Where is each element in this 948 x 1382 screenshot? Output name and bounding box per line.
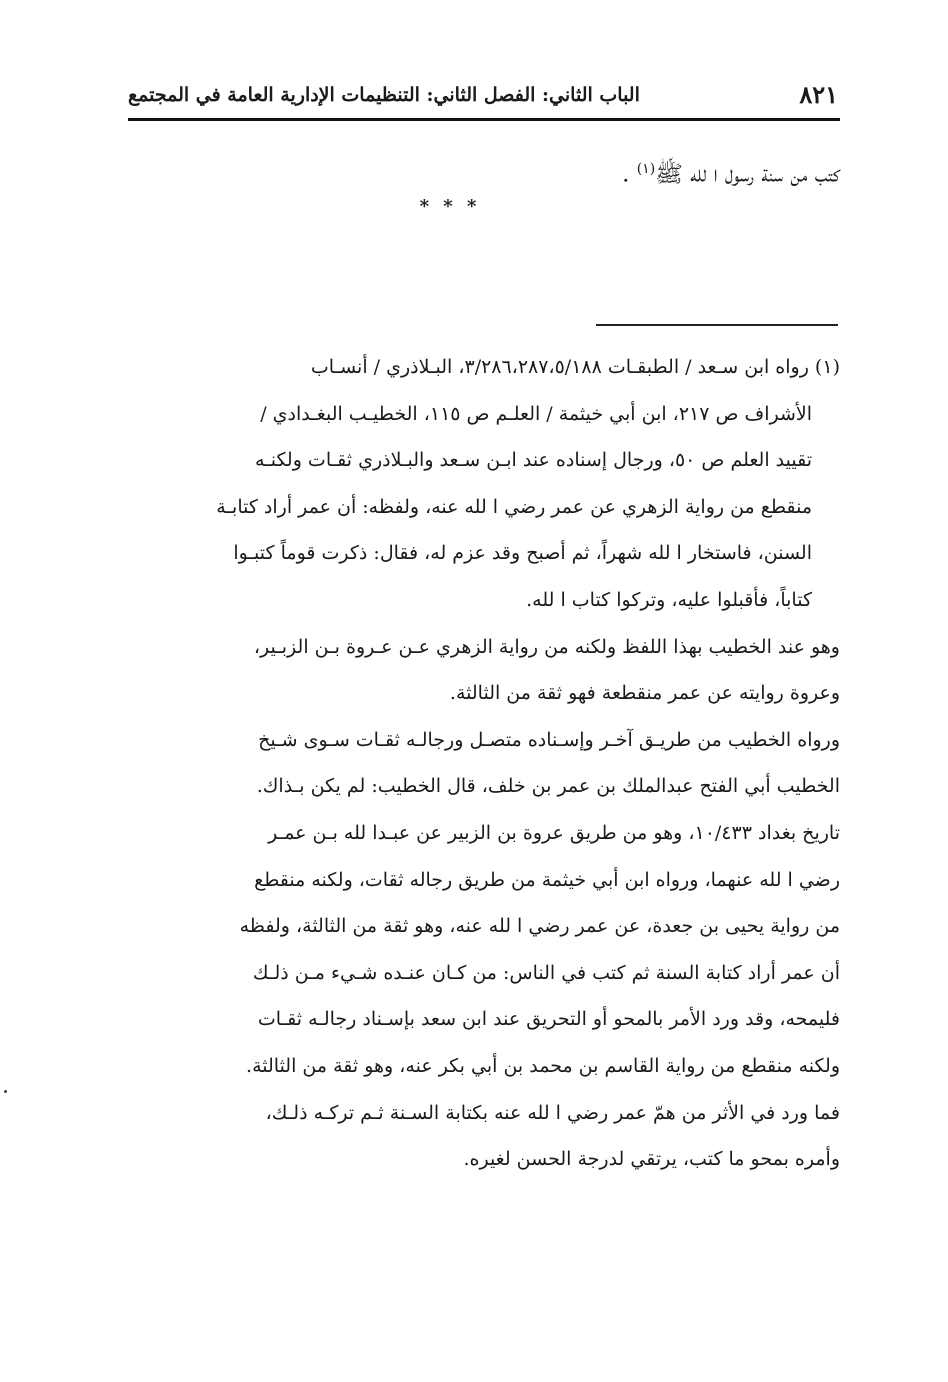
footnote-line: الخطيب أبي الفتح عبدالملك بن عمر بن خلف، قال الخطيب: لم يكن بـذاك. [256, 775, 840, 798]
main-text-line: كتب من سنة رسول ا لله ﷺ [655, 161, 840, 188]
scan-speck [4, 1090, 7, 1093]
footnote-line: منقطع من رواية الزهري عن عمر رضي ا لله عنه، ولفظه: أن عمر أراد كتابـة [216, 495, 812, 518]
footnote-line: ولكنه منقطع من رواية القاسم بن محمد بن أبي بكر عنه، وهو ثقة من الثالثة. [246, 1054, 840, 1077]
running-title: الباب الثاني: الفصل الثاني: التنظيمات الإدارية العامة في المجتمع [128, 84, 640, 106]
footnote-line: تاريخ بغداد ١٠/٤٣٣، وهو من طريق عروة بن الزبير عن عبـدا لله بـن عمـر [268, 821, 840, 844]
main-text [128, 148, 840, 196]
footnote-line: تقييد العلم ص ٥٠، ورجال إسناده عند ابـن سـعد والبـلاذري ثقـات ولكنـه [254, 449, 812, 472]
footnote-line: الأشراف ص ٢١٧، ابن أبي خيثمة / العلـم ص ١١٥، الخطيـب البغـدادي / [260, 402, 812, 425]
footnote-line: فما ورد في الأثر من همّ عمر رضي ا لله عنه بكتابة السـنة ثـم تركـه ذلـك، [265, 1101, 840, 1124]
main-text-end: . [622, 161, 630, 188]
footnote-line: أن عمر أراد كتابة السنة ثم كتب في الناس: من كـان عنـده شـيء مـن ذلـك [252, 961, 840, 984]
footnote-line: فليمحه، وقد ورد الأمر بالمحو أو التحريق عند ابن سعد بإسـناد رجالـه ثقـات [257, 1008, 840, 1031]
footnote-line: وعروة روايته عن عمر منقطعة فهو ثقة من الثالثة. [449, 682, 840, 705]
footnote-line: وأمره بمحو ما كتب، يرتقي لدرجة الحسن لغيره. [463, 1148, 840, 1171]
page-header [128, 78, 838, 116]
footnote-rule [596, 324, 838, 326]
footnote-line: (١) رواه ابن سـعد / الطبقـات ٣/٢٨٦،٢٨٧،٥/١٨٨، البـلاذري / أنسـاب [310, 356, 840, 378]
footnote-line: ورواه الخطيب من طريـق آخـر وإسـناده متصـل ورجالـه ثقـات سـوى شـيخ [258, 728, 840, 751]
footnote-line: من رواية يحيى بن جعدة، عن عمر رضي ا لله عنه، وهو ثقة من الثالثة، ولفظه [239, 915, 840, 938]
header-rule [128, 118, 840, 121]
footnotes-block [128, 344, 840, 1183]
section-separator: * * * [419, 196, 481, 217]
footnote-line: رضي ا لله عنهما، ورواه ابن أبي خيثمة من طريق رجاله ثقات، ولكنه منقطع [254, 868, 840, 891]
footnote-line: السنن، فاستخار ا لله شهراً، ثم أصبح وقد عزم له، فقال: ذكرت قوماً كتبـوا [233, 542, 812, 565]
footnote-line: كتاباً، فأقبلوا عليه، وتركوا كتاب ا لله. [526, 588, 812, 611]
footnote-reference[interactable]: (١) [636, 161, 656, 177]
footnote-line: وهو عند الخطيب بهذا اللفظ ولكنه من رواية الزهري عـن عـروة بـن الزبـير، [253, 635, 840, 658]
page-number: ٨٢١ [799, 80, 838, 109]
